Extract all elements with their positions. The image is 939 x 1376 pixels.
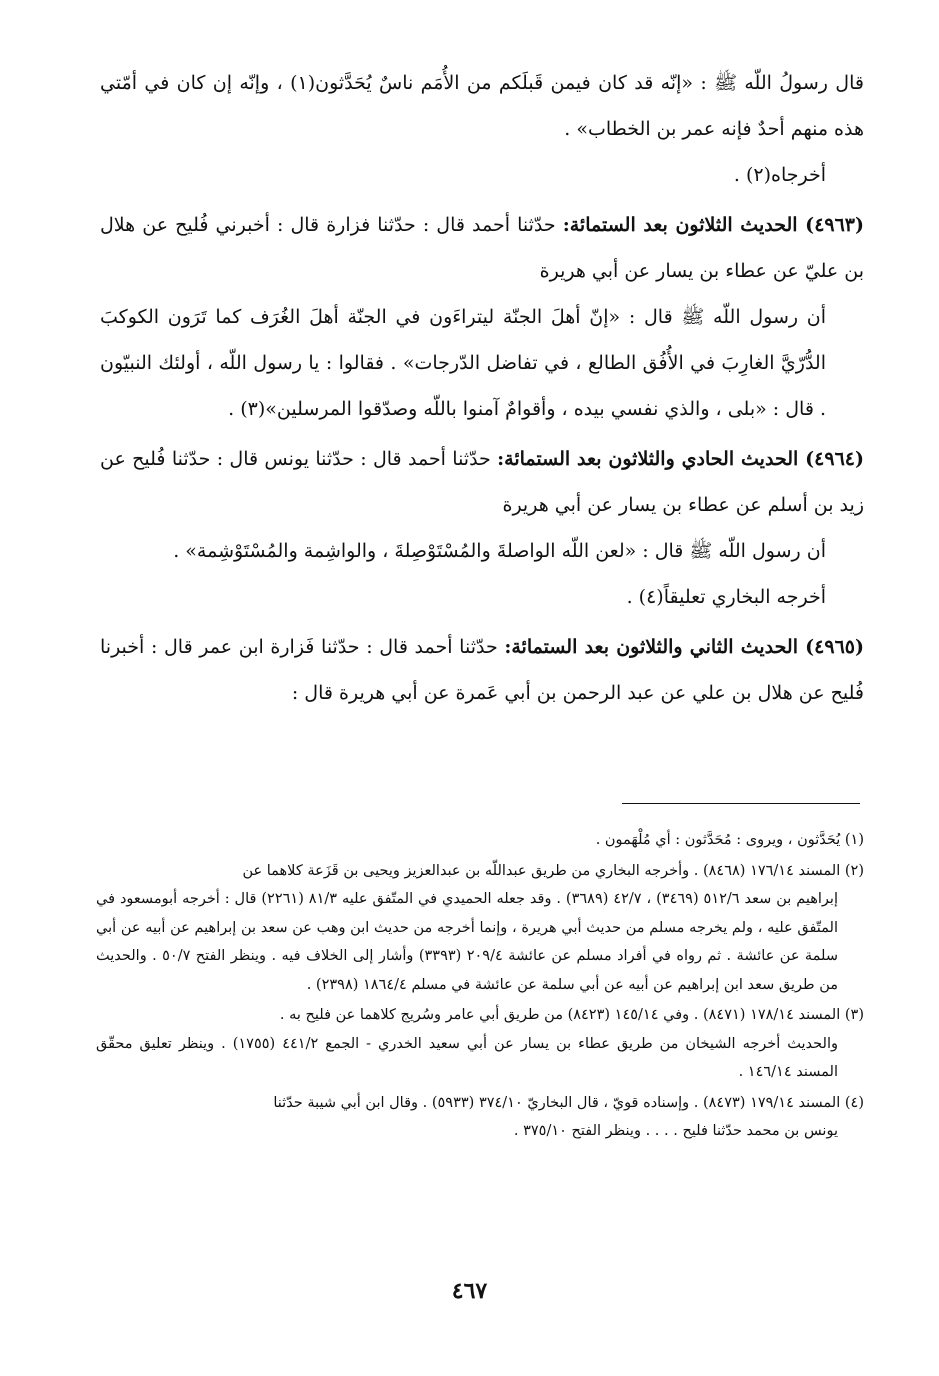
footnote-1 [96, 826, 864, 855]
footnote-1-first-line: (١) يُحَدَّثون ، ويروى : مُحَدَّثون : أي مُلْهَمون . [595, 832, 864, 848]
hadith-4963 [100, 202, 864, 294]
hadith-heading-4965: (٤٩٦٥) الحديث الثاني والثلاثون بعد الستمائة: [504, 636, 864, 658]
page-number: ٤٦٧ [451, 1278, 488, 1304]
footnote-3 [96, 1001, 864, 1087]
footnote-4-first-line: (٤) المسند ١٧٩/١٤ (٨٤٧٣) . وإسناده قويّ ، قال البخاريّ ٣٧٤/١٠ (٥٩٣٣) . وقال ابن أبي شيبة حدّثنا [273, 1094, 864, 1111]
hadith-heading-4963: (٤٩٦٣) الحديث الثلاثون بعد الستمائة: [562, 214, 865, 236]
footnote-2-first-line: (٢) المسند ١٧٦/١٤ (٨٤٦٨) . وأخرجه البخاري من طريق عبداللّه بن عبدالعزيز ويحيى بن قَزَعة كلاهما عن [242, 862, 864, 879]
footnote-2 [96, 857, 864, 1000]
paragraph-intro: قال رسولُ اللّه ﷺ : «إنّه قد كان فيمن قَبلَكم من الأُمَم ناسٌ يُحَدَّثون(١) ، وإنّه إن كان في أمّتي هذه منهم أحدٌ فإنه عمر بن الخطاب» . [100, 72, 864, 140]
footnotes [96, 826, 864, 1146]
footnote-3-continuation: والحديث أخرجه الشيخان من طريق عطاء بن يسار عن أبي سعيد الخدري - الجمع ٤٤١/٢ (١٧٥٥) . وينظر تعليق محقّق المسند ١٤٦/١٤ . [96, 1035, 838, 1080]
hadith-isnad-4965: حدّثنا أحمد قال : حدّثنا فَزارة ابن عمر قال : أخبرنا فُليح عن هلال بن علي عن عبد الرحمن بن أبي عَمرة عن أبي هريرة قال : [100, 636, 864, 704]
footnote-4-continuation: يونس بن محمد حدّثنا فليح . . . . وينظر الفتح ٣٧٥/١٠ . [513, 1123, 838, 1139]
paragraph-takhrij-1: أخرجاه(٢) . [733, 164, 826, 186]
footnote-2-continuation: إبراهيم بن سعد ٥١٢/٦ (٣٤٦٩) ، ٤٢/٧ (٣٦٨٩) . وقد جعله الحميدي في المتّفق عليه ٨١/٣ (٢٢٦١) قال : أخرجه أبومسعود في المتّفق عليه ، ولم يخرجه مسلم من حديث أبي هريرة ، وإنما أخرجه من حديث ابن وهب عن سعد بن إبراهيم عن أبيه عن أبي سلمة عن عائشة . ثم رواه في أفراد مسلم عن عائشة ٢٠٩/٤ (٣٣٩٣) وأشار إلى الخلاف فيه . وينظر الفتح ٥٠/٧ . والحديث من طريق سعد ابن إبراهيم عن أبيه عن أبي سلمة عن عائشة في مسلم ١٨٦٤/٤ (٢٣٩٨) . [96, 891, 838, 993]
footnote-separator [622, 803, 860, 804]
main-text [100, 60, 864, 716]
hadith-matn-4964: أن رسول اللّه ﷺ قال : «لعن اللّه الواصلةَ والمُسْتَوْصِلةَ ، والواشِمة والمُسْتَوْشِمة» . [173, 540, 826, 562]
hadith-isnad-4963: حدّثنا أحمد قال : حدّثنا فزارة قال : أخبرني فُليح عن هلال بن عليّ عن عطاء بن يسار عن أبي هريرة [100, 214, 864, 282]
footnote-4 [96, 1089, 864, 1146]
footnote-3-first-line: (٣) المسند ١٧٨/١٤ (٨٤٧١) . وفي ١٤٥/١٤ (٨٤٢٣) من طريق أبي عامر وسُريج كلاهما عن فليح به . [279, 1007, 864, 1023]
hadith-takhrij-4964: أخرجه البخاري تعليقاً(٤) . [626, 586, 826, 608]
hadith-matn-4963: أن رسول اللّه ﷺ قال : «إنّ أهلَ الجنّة ليتراءَون في الجنّة أهلَ الغُرَف كما تَرَون الكوكبَ الدُّرّيَّ الغارِبَ في الأُفُق الطالع ، في تفاضل الدّرجات» . فقالوا : يا رسول اللّه ، أولئك النبيّون . قال : «بلى ، والذي نفسي بيده ، وأقوامٌ آمنوا باللّه وصدّقوا المرسلين»(٣) . [100, 306, 826, 420]
hadith-isnad-4964: حدّثنا أحمد قال : حدّثنا يونس قال : حدّثنا فُليح عن زيد بن أسلم عن عطاء بن يسار عن أبي هريرة [100, 448, 864, 516]
hadith-4964 [100, 436, 864, 528]
hadith-heading-4964: (٤٩٦٤) الحديث الحادي والثلاثون بعد الستمائة: [497, 448, 864, 470]
hadith-4965 [100, 624, 864, 716]
